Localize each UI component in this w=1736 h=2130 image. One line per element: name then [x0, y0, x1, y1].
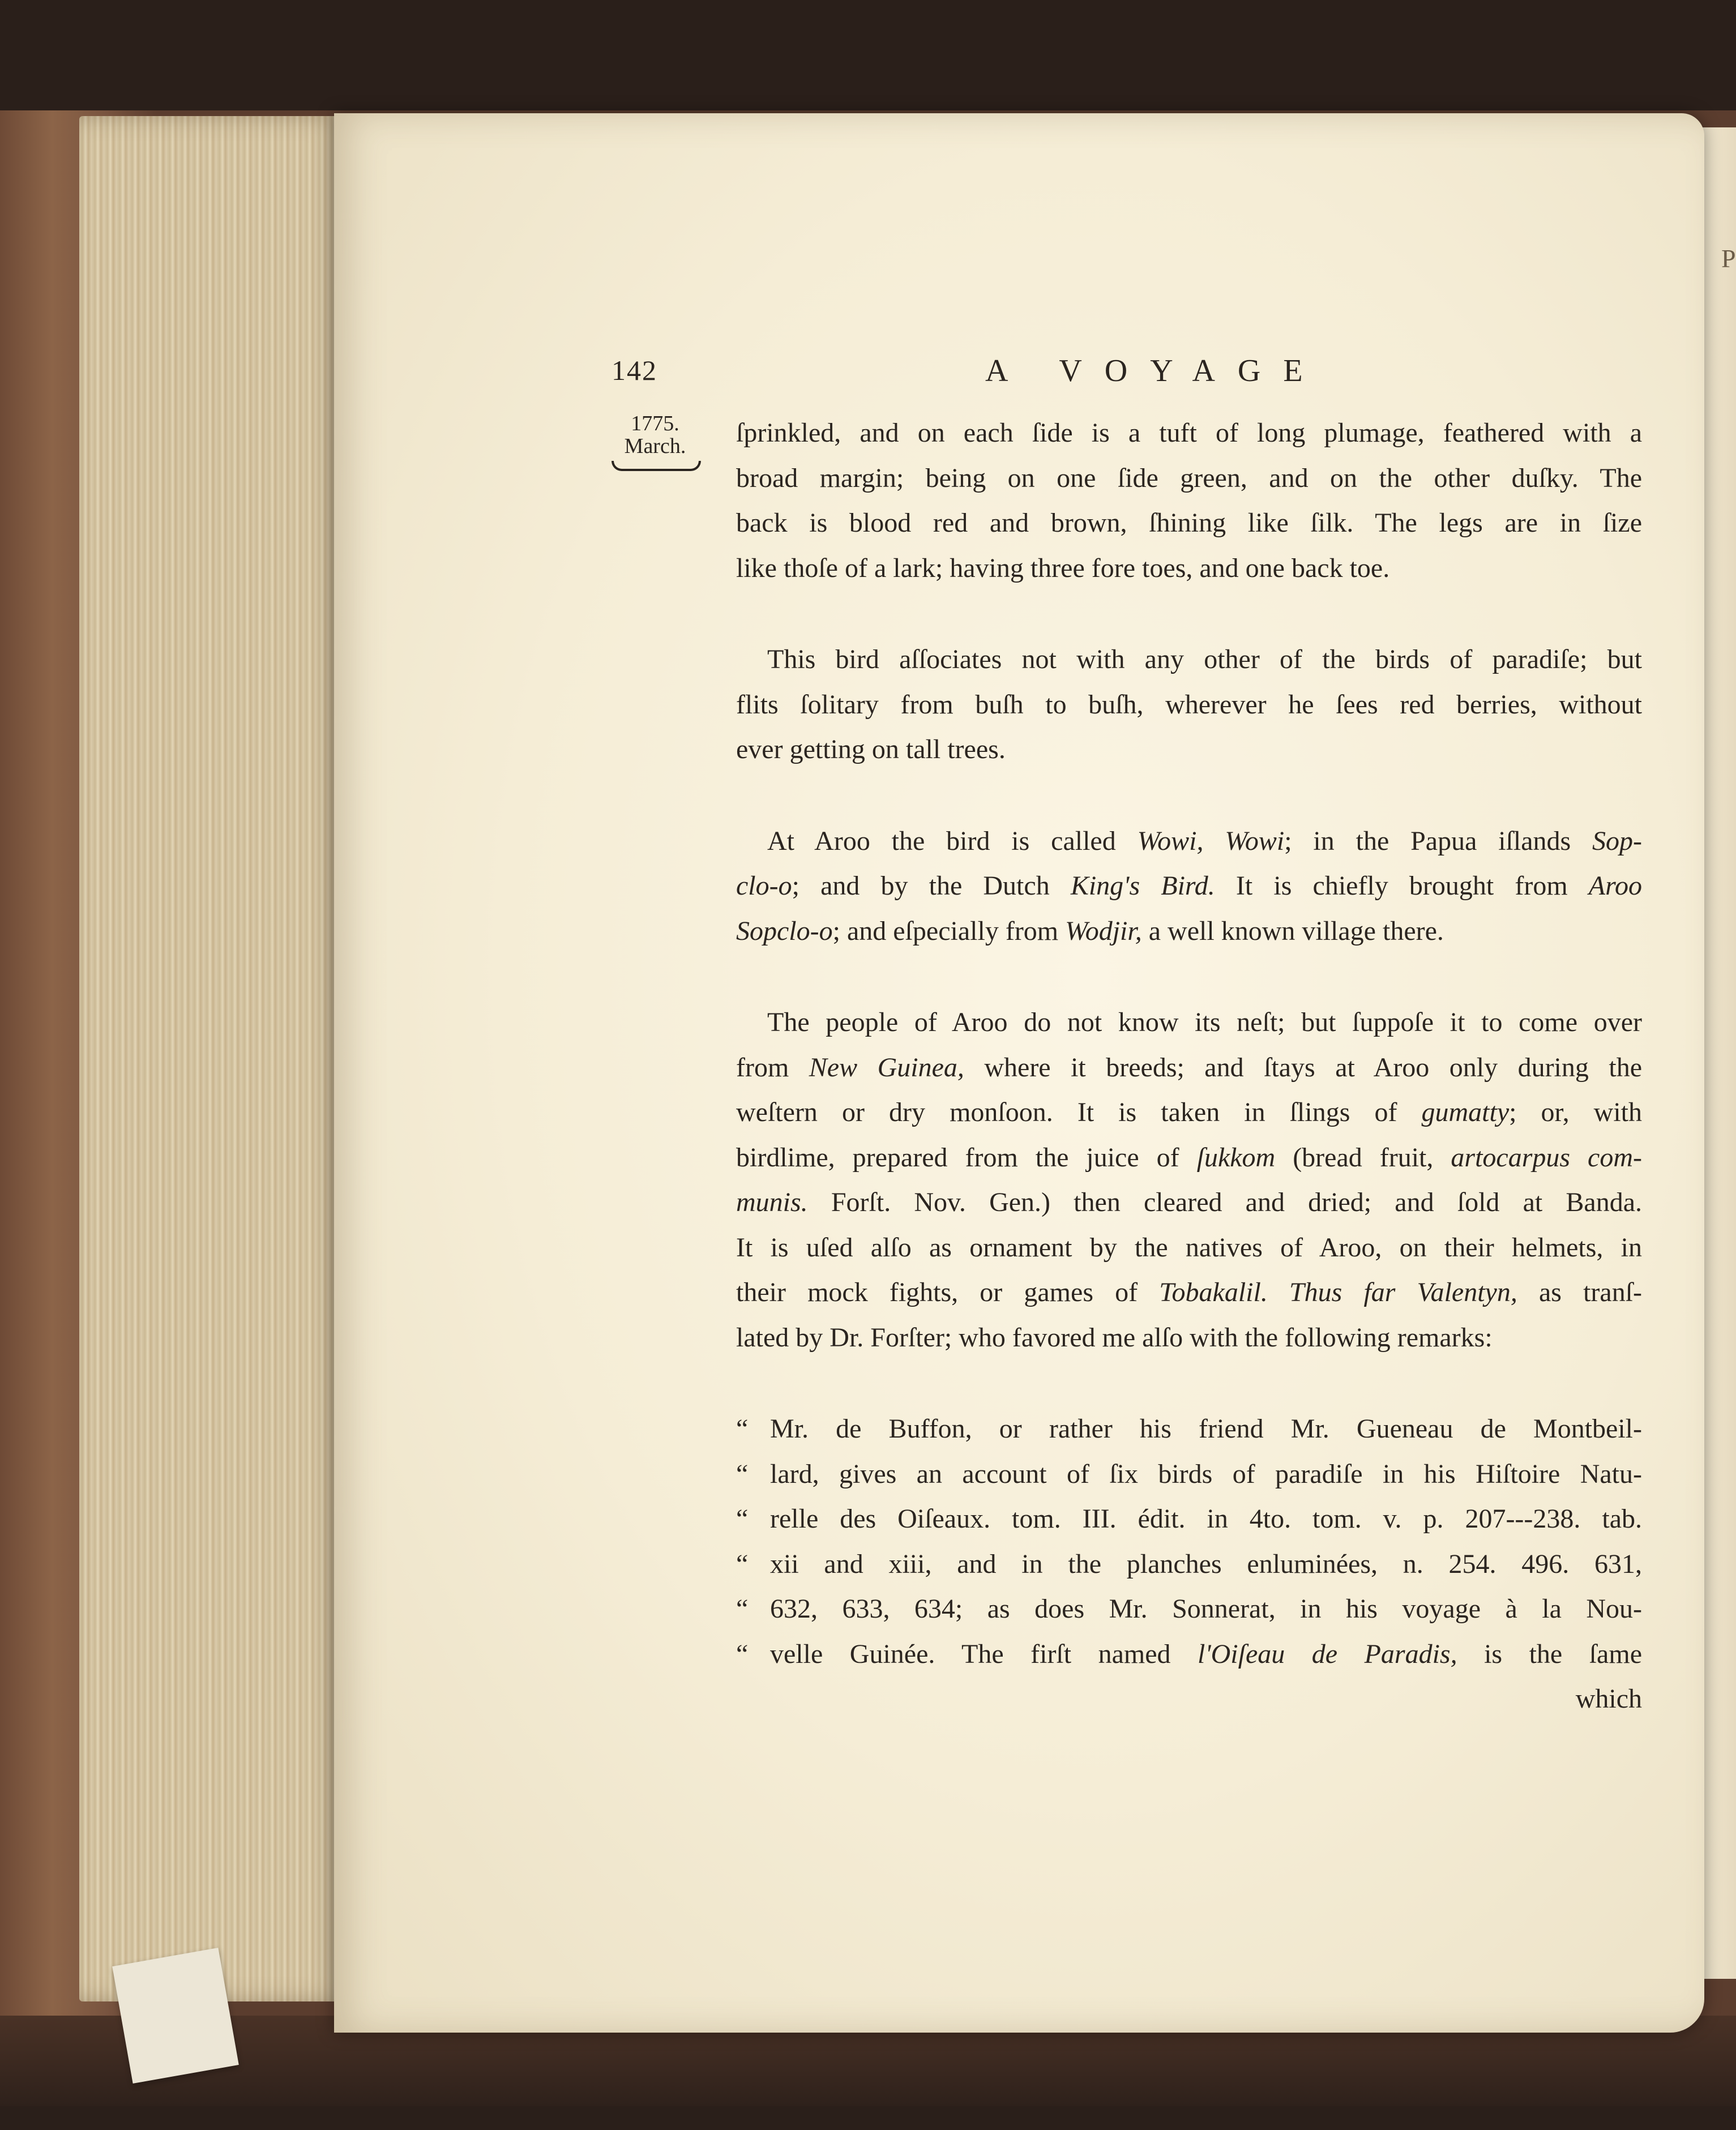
page-number: 142 — [612, 354, 657, 386]
next-page-mark: P — [1721, 244, 1736, 273]
italic-term: gumatty — [1421, 1097, 1510, 1127]
text-span: is the ſame — [1457, 1639, 1642, 1669]
text-span: It is chiefly brought from — [1215, 871, 1589, 901]
margin-date-note — [607, 412, 703, 471]
quote-mark: “ — [736, 1414, 749, 1444]
margin-month: March. — [624, 434, 686, 458]
text-span: as tranſ- — [1517, 1277, 1643, 1307]
text-span: birdlime, prepared from the juice of — [736, 1142, 1197, 1173]
page-block-edges — [79, 116, 345, 2001]
italic-term: Aroo — [1588, 871, 1642, 901]
text-span: ; and eſpecially from — [832, 916, 1066, 946]
quote-mark: “ — [736, 1639, 749, 1669]
italic-term: King's Bird. — [1070, 871, 1215, 901]
page-header — [612, 354, 1648, 399]
text-span: Forſt. Nov. Gen.) then cleared and dried; and ſold at Banda. — [807, 1187, 1642, 1217]
text-span — [1268, 1277, 1289, 1307]
text-span: a well known village there. — [1141, 916, 1444, 946]
quote-mark: “ — [736, 1549, 749, 1579]
text-span: ; in the Papua iſlands — [1284, 826, 1593, 856]
text-span: their mock fights, or games of — [736, 1277, 1160, 1307]
running-title: A VOYAGE — [985, 353, 1325, 388]
text-line — [736, 1045, 1642, 1090]
text-span: from — [736, 1052, 809, 1083]
text-line: This bird aſſociates not with any other of the birds of paradiſe; but — [767, 644, 1642, 674]
italic-term: Sop- — [1592, 826, 1643, 856]
text-line — [736, 1135, 1642, 1181]
italic-term: Wodjir, — [1065, 916, 1142, 946]
text-line: The people of Aroo do not know its neſt; but ſuppoſe it to come over — [767, 1007, 1642, 1037]
text-span: weſtern or dry monſoon. It is taken in ſlings of — [736, 1097, 1422, 1127]
quote-line — [736, 1452, 1642, 1497]
italic-term: Sopclo-o — [736, 916, 833, 946]
quote-mark: “ — [736, 1504, 749, 1534]
paragraph-gap — [736, 953, 1642, 1000]
text-span: (bread fruit, — [1275, 1142, 1451, 1173]
text-span: where it breeds; and ſtays at Aroo only during the — [964, 1052, 1643, 1083]
quote-mark: “ — [736, 1459, 749, 1489]
quote-line — [736, 1586, 1642, 1632]
text-span: relle des Oiſeaux. tom. III. édit. in 4to. tom. v. p. 207---238. tab. — [770, 1504, 1642, 1534]
text-span: 632, 633, 634; as does Mr. Sonnerat, in his voyage à la Nou- — [770, 1594, 1642, 1624]
text-line — [736, 863, 1642, 909]
text-line — [736, 1270, 1642, 1315]
text-line: ever getting on tall trees. — [736, 734, 1006, 764]
body-text — [736, 410, 1642, 1722]
paragraph-gap — [736, 591, 1642, 637]
italic-term: artocarpus com- — [1451, 1142, 1643, 1173]
quote-line — [736, 1406, 1642, 1452]
italic-term: munis. — [736, 1187, 808, 1217]
paragraph-gap — [736, 1360, 1642, 1406]
text-line — [736, 819, 1642, 864]
text-span: At Aroo the bird is called — [767, 826, 1138, 856]
quote-mark: “ — [736, 1594, 749, 1624]
italic-term: l'Oiſeau de Paradis, — [1198, 1639, 1457, 1669]
italic-term: Thus far Valentyn, — [1289, 1277, 1517, 1307]
text-line: It is uſed alſo as ornament by the natives of Aroo, on their helmets, in — [736, 1232, 1642, 1263]
text-line: lated by Dr. Forſter; who favored me alſo with the following remarks: — [736, 1322, 1493, 1353]
text-line: like thoſe of a lark; having three fore toes, and one back toe. — [736, 553, 1390, 583]
text-line — [736, 1090, 1642, 1135]
quote-line — [736, 1542, 1642, 1587]
italic-term: Tobakalil. — [1159, 1277, 1268, 1307]
text-span: Mr. de Buffon, or rather his friend Mr. Gueneau de Montbeil- — [770, 1414, 1642, 1444]
italic-term: Wowi, Wowi — [1137, 826, 1285, 856]
text-span: lard, gives an account of ſix birds of paradiſe in his Hiſtoire Natu- — [770, 1459, 1642, 1489]
text-line — [736, 909, 1642, 954]
text-span: ; and by the Dutch — [792, 871, 1071, 901]
margin-year: 1775. — [631, 412, 679, 435]
catchword: which — [1575, 1684, 1642, 1714]
italic-term: clo-o — [736, 871, 792, 901]
text-line: broad margin; being on one ſide green, and on the other duſky. The — [736, 463, 1642, 493]
quote-line — [736, 1632, 1642, 1677]
quote-line — [736, 1496, 1642, 1542]
text-line — [736, 1180, 1642, 1225]
text-line: back is blood red and brown, ſhining like ſilk. The legs are in ſize — [736, 508, 1642, 538]
text-line: flits ſolitary from buſh to buſh, wherever he ſees red berries, without — [736, 689, 1642, 720]
brace-mark — [612, 461, 701, 471]
paper-tab — [112, 1948, 239, 2084]
paragraph-gap — [736, 772, 1642, 819]
text-span: xii and xiii, and in the planches enluminées, n. 254. 496. 631, — [770, 1549, 1642, 1579]
text-span: velle Guinée. The firſt named — [770, 1639, 1198, 1669]
italic-term: New Guinea, — [809, 1052, 964, 1083]
text-span: ; or, with — [1509, 1097, 1643, 1127]
text-line: ſprinkled, and on each ſide is a tuft of long plumage, feathered with a — [736, 418, 1642, 448]
italic-term: ſukkom — [1196, 1142, 1276, 1173]
